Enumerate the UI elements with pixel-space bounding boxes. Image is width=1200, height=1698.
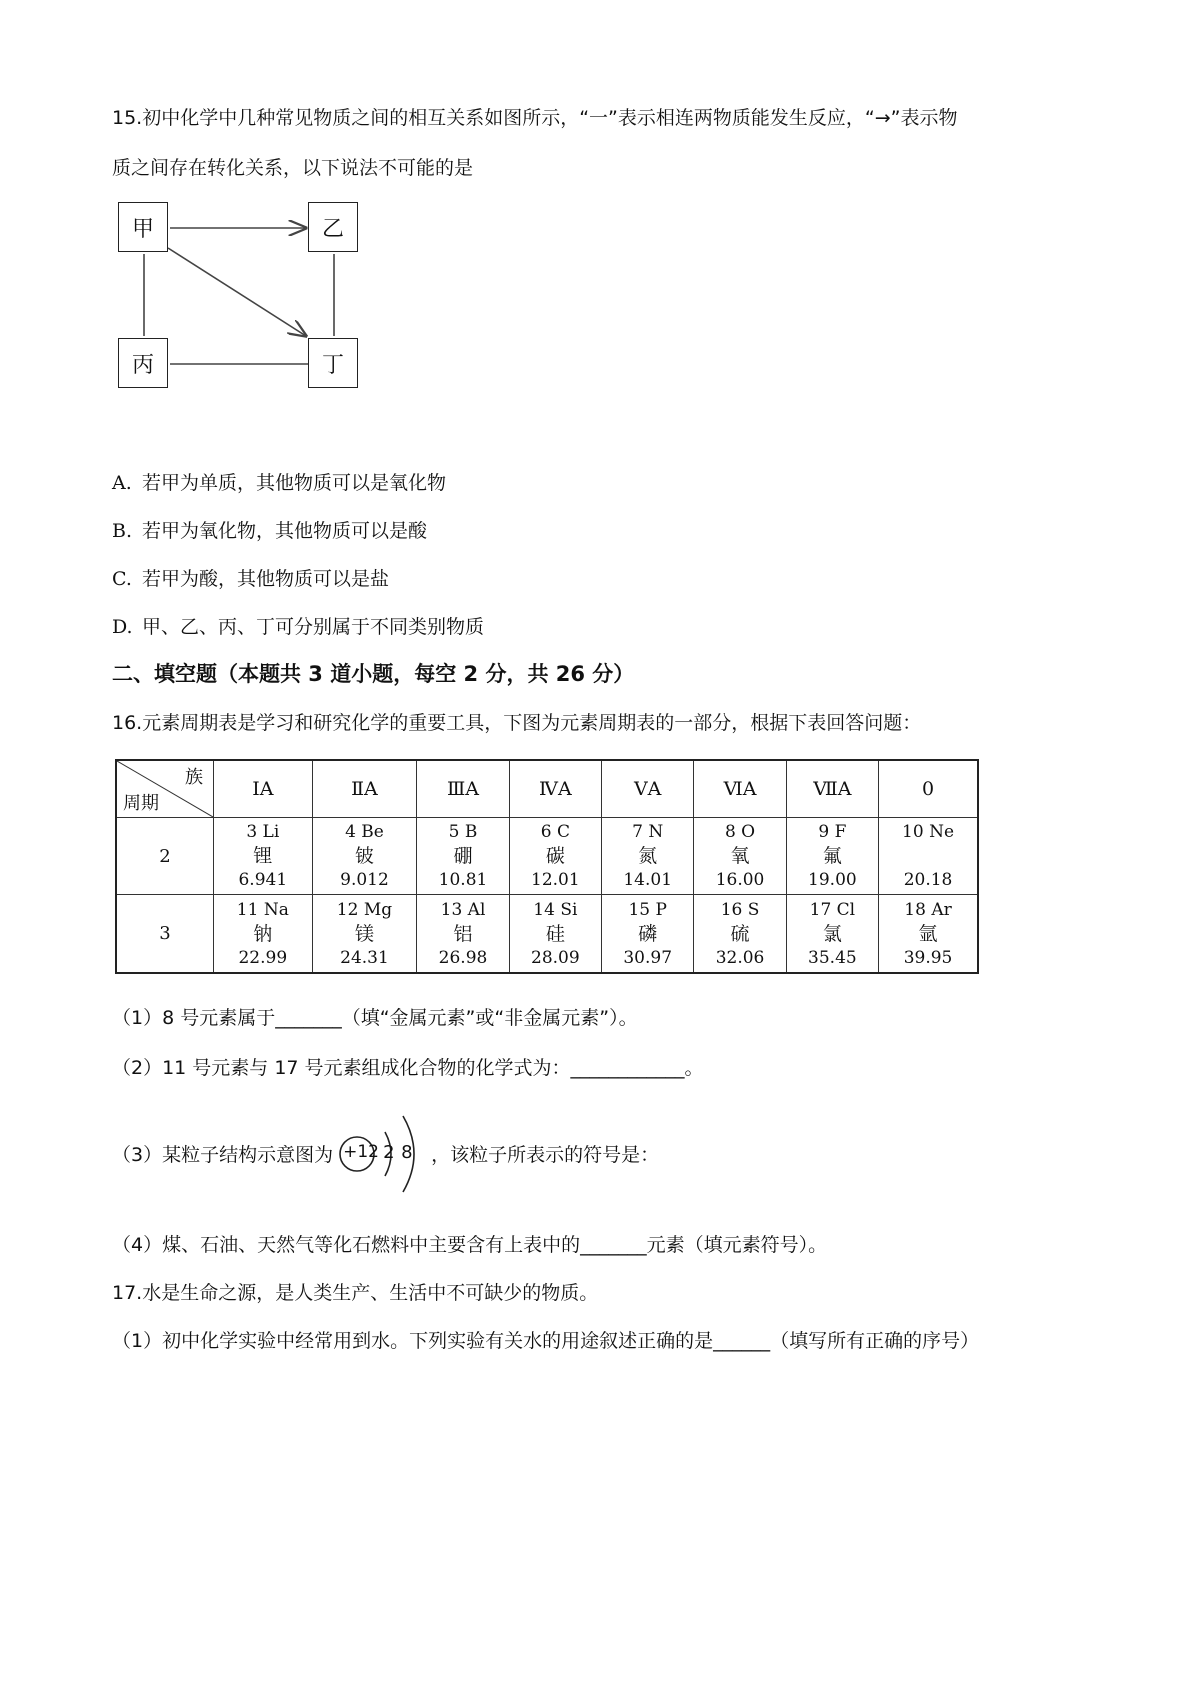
element-name: 铝 (453, 922, 473, 945)
element-cell (694, 818, 786, 895)
group-header: ⅢA (417, 760, 509, 818)
element-cell (312, 818, 417, 895)
group-header: 0 (879, 760, 978, 818)
shell-2-electrons: 8 (401, 1142, 413, 1163)
element-symbol: 10 Ne (902, 822, 955, 843)
element-symbol: 8 O (724, 822, 756, 843)
table-header-row (116, 760, 978, 818)
option-letter: B. (112, 520, 133, 542)
period-label: 3 (116, 895, 214, 973)
node-jia: 甲 (118, 202, 168, 252)
element-cell (214, 818, 313, 895)
element-symbol: 3 Li (246, 822, 280, 843)
option-text: 甲、乙、丙、丁可分别属于不同类别物质 (142, 616, 485, 638)
element-cell (417, 895, 509, 973)
element-name: 氯 (822, 922, 842, 945)
element-name: 氩 (918, 922, 938, 945)
section-heading: 二、填空题（本题共 3 道小题，每空 2 分，共 26 分） (112, 662, 635, 686)
element-mass: 9.012 (340, 870, 389, 891)
node-yi: 乙 (308, 202, 358, 252)
sub3-text-before: （3）某粒子结构示意图为 (112, 1143, 334, 1166)
q15-line-1: 15.初中化学中几种常见物质之间的相互关系如图所示，“一”表示相连两物质能发生反应，“→”表示物 (112, 107, 958, 129)
atom-structure-diagram (337, 1108, 427, 1198)
q16-sub-3 (112, 1108, 659, 1198)
element-mass: 12.01 (531, 870, 580, 891)
element-name: 钠 (253, 922, 273, 945)
element-mass: 10.81 (438, 870, 488, 891)
q15-line-2: 质之间存在转化关系，以下说法不可能的是 (112, 157, 474, 179)
sub3-text-after: ，该粒子所表示的符号是： (431, 1143, 660, 1166)
option-text: 若甲为单质，其他物质可以是氧化物 (142, 472, 447, 494)
element-mass: 19.00 (808, 870, 857, 891)
relation-diagram (118, 196, 378, 406)
element-name: 硫 (730, 922, 750, 945)
group-header: ⅣA (509, 760, 601, 818)
element-mass: 16.00 (715, 870, 765, 891)
q17-intro: 17.水是生命之源，是人类生产、生活中不可缺少的物质。 (112, 1282, 599, 1304)
group-header: ⅦA (786, 760, 878, 818)
option-letter: C. (112, 568, 132, 590)
element-name: 碳 (545, 845, 565, 868)
q17-sub-1: （1）初中化学实验中经常用到水。下列实验有关水的用途叙述正确的是______（填写所有正确的序号） (112, 1330, 980, 1352)
q15-option-d (112, 612, 484, 639)
table-row (116, 895, 978, 973)
element-name: 硅 (545, 922, 565, 945)
periodic-table (115, 759, 979, 974)
element-symbol: 13 Al (440, 899, 486, 920)
element-mass: 14.01 (623, 870, 673, 891)
element-mass: 22.99 (238, 947, 288, 968)
element-cell (214, 895, 313, 973)
element-name: 硼 (453, 845, 473, 868)
q15-option-b (112, 516, 427, 543)
element-cell (509, 895, 601, 973)
element-name: 氟 (822, 845, 842, 868)
element-mass: 35.45 (808, 947, 857, 968)
element-cell (694, 895, 786, 973)
element-name: 镁 (354, 922, 374, 945)
element-mass: 6.941 (238, 870, 288, 891)
option-letter: A. (112, 472, 132, 494)
element-name: 锂 (253, 845, 273, 868)
q15-option-c (112, 564, 389, 591)
element-symbol: 16 S (720, 899, 760, 920)
element-symbol: 12 Mg (336, 899, 393, 920)
arrow-jia-ding (168, 248, 306, 336)
element-cell (509, 818, 601, 895)
q16-sub-1: （1）8 号元素属于_______（填“金属元素”或“非金属元素”）。 (112, 1007, 638, 1029)
element-mass: 32.06 (715, 947, 765, 968)
q16-intro: 16.元素周期表是学习和研究化学的重要工具，下图为元素周期表的一部分，根据下表回答问题： (112, 712, 922, 734)
element-cell (879, 818, 978, 895)
shell-1-electrons: 2 (383, 1142, 395, 1163)
group-header: ⅤA (602, 760, 694, 818)
element-mass: 30.97 (623, 947, 673, 968)
element-symbol: 5 B (448, 822, 478, 843)
corner-period-label: 周期 (123, 793, 159, 814)
element-symbol: 7 N (632, 822, 664, 843)
table-corner (116, 760, 214, 818)
element-mass: 24.31 (340, 947, 389, 968)
element-name: 氮 (638, 845, 658, 868)
nucleus-charge: +12 (343, 1142, 379, 1162)
element-symbol: 17 Cl (809, 899, 856, 920)
element-name: 磷 (638, 922, 658, 945)
element-mass: 20.18 (903, 870, 953, 891)
node-ding: 丁 (308, 338, 358, 388)
corner-group-label: 族 (185, 767, 203, 788)
q16-sub-4: （4）煤、石油、天然气等化石燃料中主要含有上表中的_______元素（填元素符号）。 (112, 1234, 828, 1256)
element-cell (602, 818, 694, 895)
element-mass: 28.09 (531, 947, 580, 968)
element-name (879, 844, 977, 868)
table-row (116, 818, 978, 895)
q16-sub-2: （2）11 号元素与 17 号元素组成化合物的化学式为：____________。 (112, 1057, 704, 1079)
element-cell (417, 818, 509, 895)
element-cell (879, 895, 978, 973)
element-mass: 26.98 (438, 947, 488, 968)
q15-option-a (112, 468, 446, 495)
element-symbol: 11 Na (236, 899, 289, 920)
element-name: 铍 (354, 845, 374, 868)
period-label: 2 (116, 818, 214, 895)
group-header: ⅥA (694, 760, 786, 818)
option-text: 若甲为氧化物，其他物质可以是酸 (142, 520, 428, 542)
element-symbol: 6 C (540, 822, 570, 843)
element-cell (602, 895, 694, 973)
option-text: 若甲为酸，其他物质可以是盐 (142, 568, 390, 590)
element-cell (786, 818, 878, 895)
group-header: ⅡA (312, 760, 417, 818)
element-symbol: 14 Si (533, 899, 578, 920)
element-cell (786, 895, 878, 973)
node-bing: 丙 (118, 338, 168, 388)
group-header: ⅠA (214, 760, 313, 818)
element-symbol: 4 Be (345, 822, 384, 843)
element-cell (312, 895, 417, 973)
element-mass: 39.95 (903, 947, 953, 968)
option-letter: D. (112, 616, 133, 638)
element-symbol: 9 F (818, 822, 847, 843)
element-symbol: 18 Ar (904, 899, 952, 920)
element-name: 氧 (730, 845, 750, 868)
element-symbol: 15 P (628, 899, 667, 920)
